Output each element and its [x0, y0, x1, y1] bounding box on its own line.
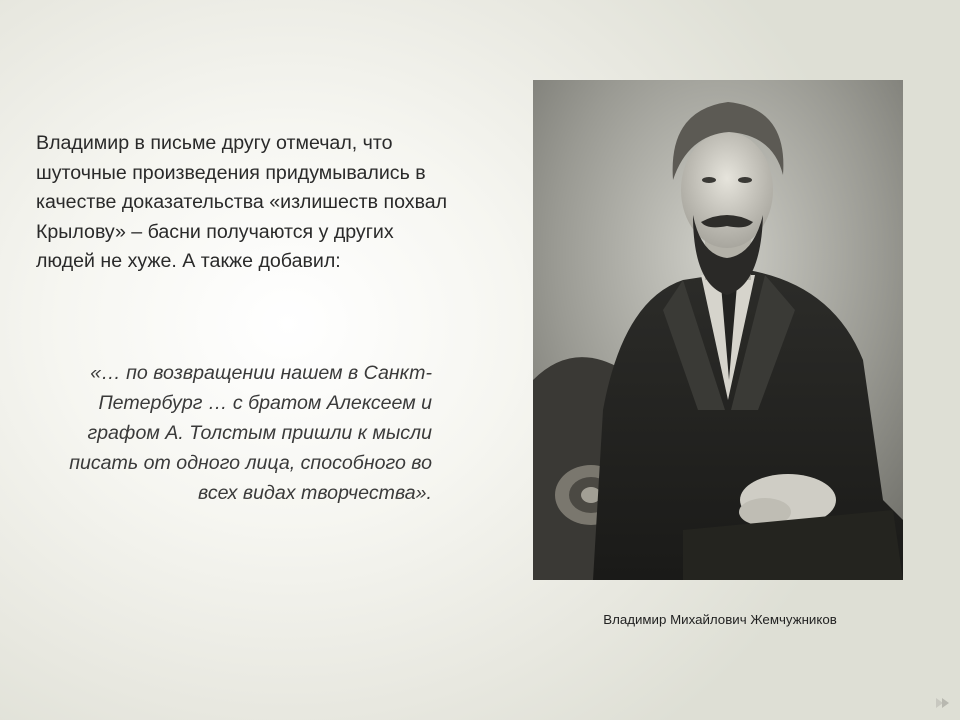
- portrait-photo: [533, 80, 903, 580]
- main-text: Владимир в письме другу отмечал, что шуточные произведения придумывались в качестве доказательства «излишеств похвал Крылову» – басни получаются у других людей не хуже. А также добавил:: [36, 132, 448, 273]
- quote-text: «… по возвращении нашем в Санкт-Петербург … с братом Алексеем и графом А. Толстым пришли к мысли писать от одного лица, способного во всех видах творчества».: [69, 362, 432, 504]
- photo-caption: Владимир Михайлович Жемчужников: [603, 612, 837, 627]
- corner-arrows-icon: [932, 692, 954, 714]
- portrait-image: [533, 80, 903, 580]
